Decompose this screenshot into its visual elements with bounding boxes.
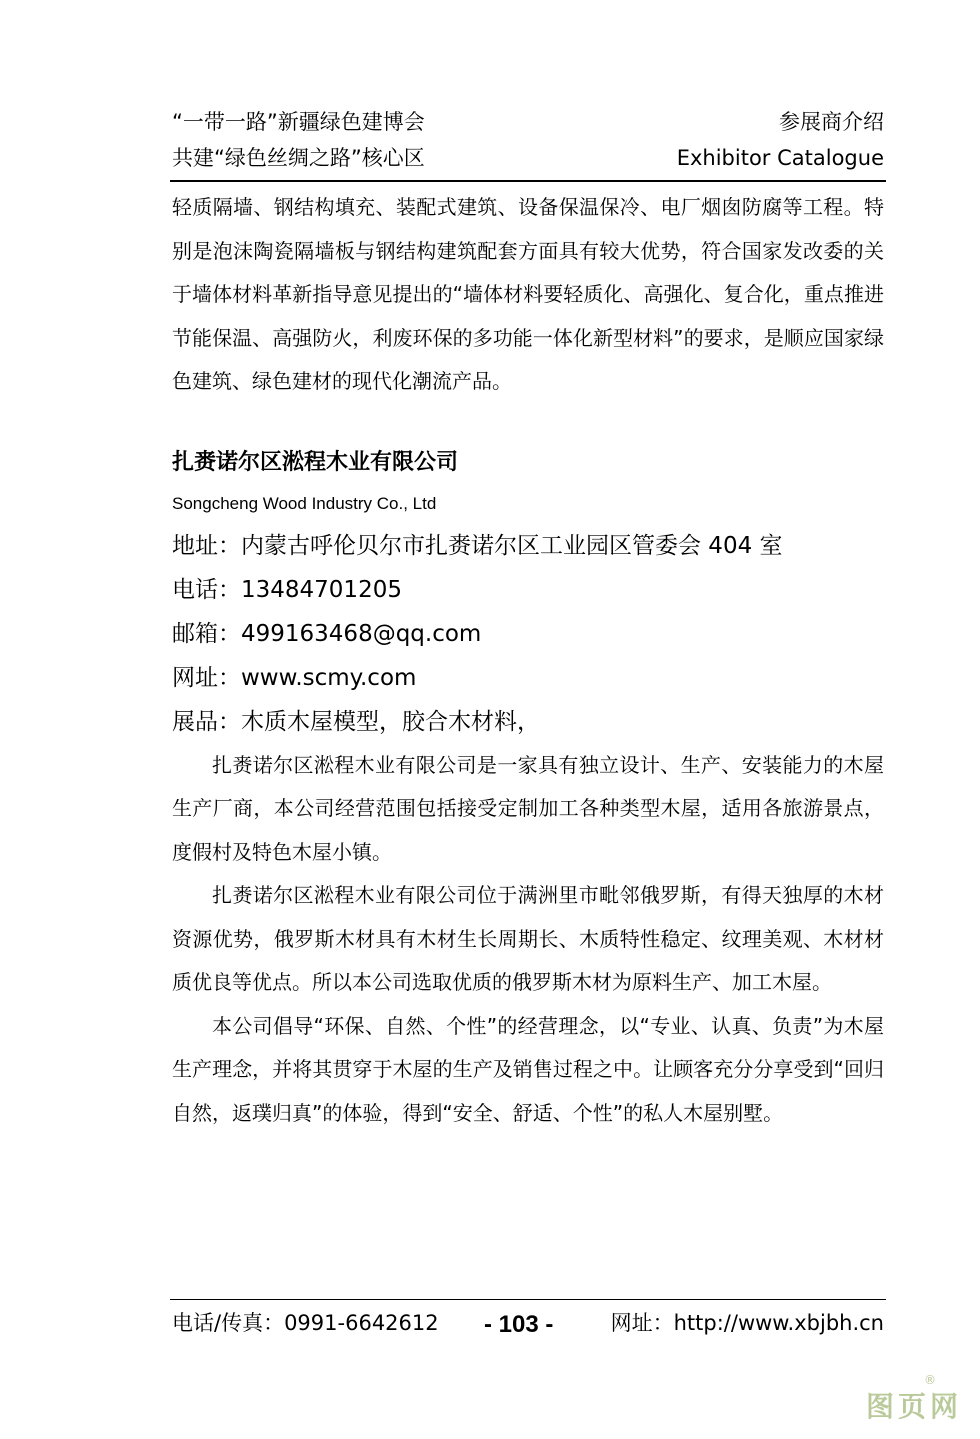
phone-label: 电话： bbox=[172, 576, 241, 603]
watermark-logo: 图页网 bbox=[865, 1390, 962, 1423]
address-value: 内蒙古呼伦贝尔市扎赉诺尔区工业园区管委会 404 室 bbox=[241, 532, 783, 559]
products-label: 展品： bbox=[172, 708, 241, 735]
address-label: 地址： bbox=[172, 532, 241, 559]
page-content bbox=[172, 186, 884, 1135]
company-name-cn: 扎赉诺尔区淞程木业有限公司 bbox=[172, 449, 459, 475]
company-phone bbox=[172, 568, 884, 612]
footer-phone-fax: 电话/传真：0991-6642612 bbox=[172, 1311, 439, 1335]
header-section-title-en: Exhibitor Catalogue bbox=[676, 146, 884, 170]
company-name-en: Songcheng Wood Industry Co., Ltd bbox=[172, 493, 437, 513]
footer-divider bbox=[170, 1299, 886, 1300]
header-row-1 bbox=[172, 104, 884, 140]
email-label: 邮箱： bbox=[172, 620, 241, 647]
company-description-3: 本公司倡导“环保、自然、个性”的经营理念，以“专业、认真、负责”为木屋生产理念，并将其贯穿于木屋的生产及销售过程之中。让顾客充分分享受到“回归自然，返璞归真”的体验，得到“安全、舒适、个性”的私人木屋别墅。 bbox=[172, 1013, 884, 1125]
header-event-title: “一带一路”新疆绿色建博会 bbox=[172, 110, 425, 134]
page-number: - 103 - bbox=[484, 1311, 554, 1338]
watermark-registered-mark: ® bbox=[924, 1373, 936, 1387]
company-description-2: 扎赉诺尔区淞程木业有限公司位于满洲里市毗邻俄罗斯，有得天独厚的木材资源优势，俄罗斯木材具有木材生长周期长、木质特性稳定、纹理美观、木材材质优良等优点。所以本公司选取优质的俄罗斯木材为原料生产、加工木屋。 bbox=[172, 883, 884, 994]
company-products bbox=[172, 700, 884, 744]
company-address bbox=[172, 524, 884, 568]
company-email bbox=[172, 612, 884, 656]
header-divider bbox=[170, 180, 886, 182]
page-footer bbox=[172, 1303, 884, 1343]
company-website bbox=[172, 656, 884, 700]
header-row-2 bbox=[172, 140, 884, 176]
website-label: 网址： bbox=[172, 664, 241, 691]
page-header bbox=[172, 104, 884, 176]
phone-value: 13484701205 bbox=[241, 576, 402, 603]
website-value: www.scmy.com bbox=[241, 664, 417, 691]
email-value: 499163468@qq.com bbox=[241, 620, 482, 647]
footer-website: 网址：http://www.xbjbh.cn bbox=[610, 1311, 884, 1335]
company-description-1: 扎赉诺尔区淞程木业有限公司是一家具有独立设计、生产、安装能力的木屋生产厂商，本公司经营范围包括接受定制加工各种类型木屋，适用各旅游景点，度假村及特色木屋小镇。 bbox=[172, 752, 884, 864]
products-value: 木质木屋模型，胶合木材料， bbox=[241, 708, 540, 735]
header-event-subtitle: 共建“绿色丝绸之路”核心区 bbox=[172, 146, 425, 170]
intro-paragraph: 轻质隔墙、钢结构填充、装配式建筑、设备保温保冷、电厂烟囱防腐等工程。特别是泡沫陶瓷隔墙板与钢结构建筑配套方面具有较大优势，符合国家发改委的关于墙体材料革新指导意见提出的“墙体材料要轻质化、高强化、复合化，重点推进节能保温、高强防火，利废环保的多功能一体化新型材料”的要求，是顺应国家绿色建筑、绿色建材的现代化潮流产品。 bbox=[172, 195, 884, 393]
header-section-title-cn: 参展商介绍 bbox=[779, 110, 884, 134]
